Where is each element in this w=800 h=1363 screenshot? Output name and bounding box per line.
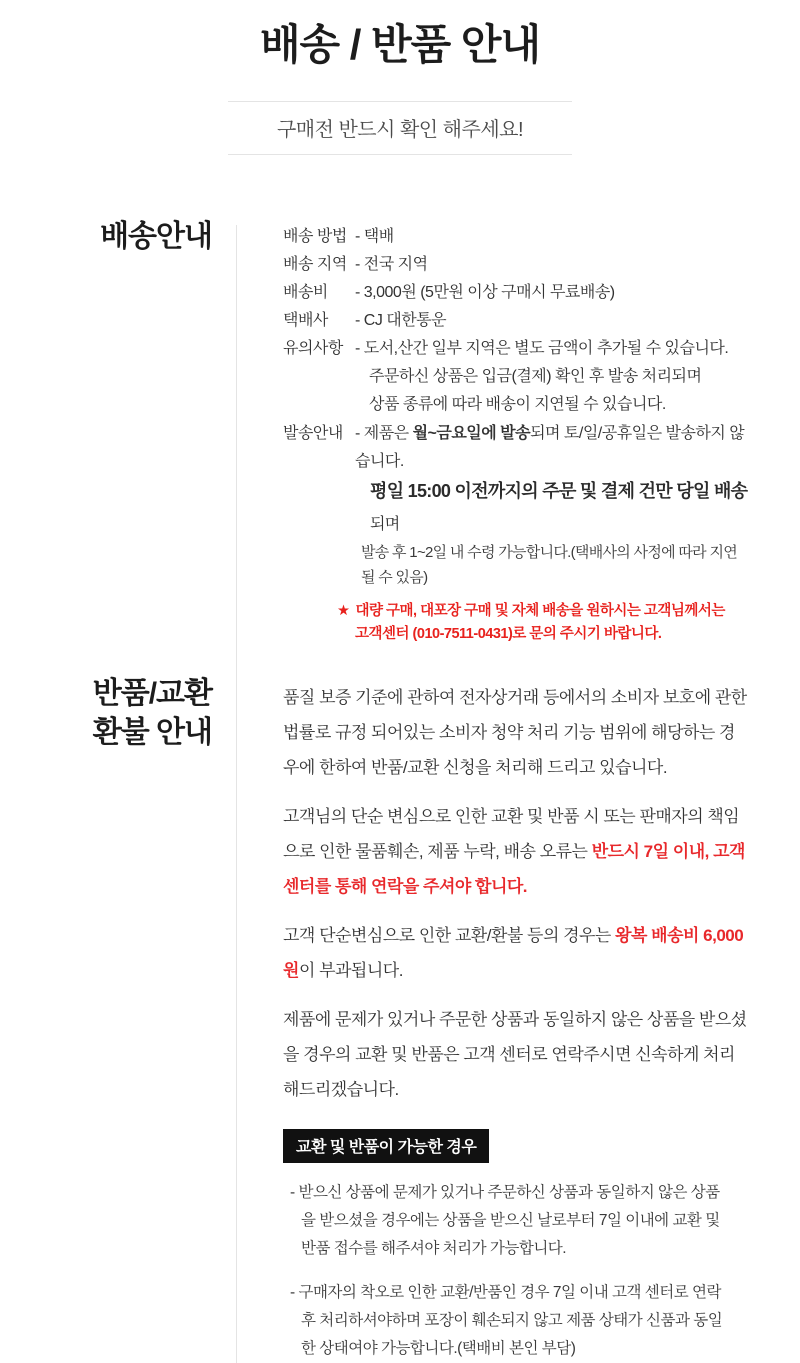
row-value: - CJ 대한통운	[355, 311, 447, 329]
shipping-row-dispatch	[283, 420, 750, 476]
row-label: 택배사	[283, 311, 328, 329]
row-label: 배송비	[283, 283, 328, 301]
returns-heading-line2: 환불 안내	[92, 716, 212, 750]
shipping-row-courier	[283, 307, 750, 335]
eligible-case-item: - 구매자의 착오로 인한 교환/반품인 경우 7일 이내 고객 센터로 연락 후 처리하셔야하며 포장이 훼손되지 않고 제품 상태가 신품과 동일한 상태여야 가능합니다.(택배비 본인 부담)	[290, 1283, 723, 1357]
shipping-row-notice	[283, 335, 750, 363]
row-label: 유의사항	[283, 339, 343, 357]
delivery-time-line: 발송 후 1~2일 내 수령 가능합니다.(택배사의 사정에 따라 지연될 수 있음)	[361, 543, 738, 586]
shipping-section	[0, 219, 800, 646]
p3-pre: 고객 단순변심으로 인한 교환/환불 등의 경우는	[283, 925, 616, 945]
returns-section	[0, 676, 800, 1363]
return-fee-paragraph	[283, 918, 750, 988]
vertical-divider	[236, 225, 237, 1363]
info-body	[0, 219, 800, 1363]
p2-red-text: 반드시 7일 이내, 고객 센터를 통해 연락을 주셔야 합니다.	[283, 841, 745, 896]
shipping-row-region	[283, 251, 750, 279]
row-value: - 전국 지역	[355, 255, 428, 273]
shipping-row-fee	[283, 279, 750, 307]
shipping-heading: 배송안내	[100, 219, 212, 253]
row-value: - 도서,산간 일부 지역은 별도 금액이 추가될 수 있습니다.	[355, 339, 729, 357]
bulk-note-line2: 고객센터 (010-7511-0431)로 문의 주시기 바랍니다.	[355, 625, 662, 642]
row-label: 발송안내	[283, 424, 343, 442]
eligible-cases-badge: 교환 및 반품이 가능한 경우	[283, 1129, 489, 1163]
star-icon: ★	[337, 602, 350, 619]
defect-handling-paragraph: 제품에 문제가 있거나 주문한 상품과 동일하지 않은 상품을 받으셨을 경우의 교환 및 반품은 고객 센터로 연락주시면 신속하게 처리해드리겠습니다.	[283, 1009, 747, 1099]
returns-heading-line1: 반품/교환	[92, 676, 212, 710]
contact-deadline-paragraph	[283, 799, 750, 904]
row-value: - 3,000원 (5만원 이상 구매시 무료배송)	[355, 283, 615, 301]
shipping-row-method	[283, 223, 750, 251]
p3-post: 이 부과됩니다.	[298, 960, 403, 980]
shipping-heading-col	[0, 219, 236, 646]
same-day-bold: 평일 15:00 이전까지의 주문 및 결제 건만 당일 배송	[370, 480, 748, 501]
subtitle-banner	[228, 101, 572, 155]
eligible-case-item: - 받으신 상품에 문제가 있거나 주문하신 상품과 동일하지 않은 상품을 받으셨을 경우에는 상품을 받으신 날로부터 7일 이내에 교환 및 반품 접수를 해주셔야 처리가 가능합니다.	[290, 1183, 720, 1257]
same-day-shipping-line	[370, 476, 750, 540]
dispatch-pre: - 제품은	[355, 424, 413, 442]
returns-policy-paragraph: 품질 보증 기준에 관하여 전자상거래 등에서의 소비자 보호에 관한 법률로 규정 되어있는 소비자 청약 처리 기능 범위에 해당하는 경우에 한하여 반품/교환 신청을 처리해 드리고 있습니다.	[283, 687, 747, 777]
row-label: 배송 방법	[283, 227, 347, 245]
same-day-post: 되며	[370, 515, 400, 533]
returns-content	[236, 680, 800, 1363]
bulk-note-line1	[337, 600, 750, 623]
bulk-note-text1: 대량 구매, 대포장 구매 및 자체 배송을 원하시는 고객님께서는	[355, 602, 725, 619]
shipping-content	[236, 223, 800, 646]
subtitle-text: 구매전 반드시 확인 해주세요!	[276, 118, 524, 141]
bulk-purchase-note	[337, 600, 750, 646]
row-value: - 택배	[355, 227, 394, 245]
returns-heading-col	[0, 676, 236, 1363]
returns-heading	[0, 674, 212, 753]
page-title: 배송 / 반품 안내	[259, 21, 541, 68]
dispatch-post: 되며 토/일/공휴일은 발송하지 않습니다.	[355, 424, 745, 470]
row-value	[355, 420, 750, 476]
p2-pre: 고객님의 단순 변심으로 인한 교환 및 반품 시 또는 판매자의 책임으로 인한 물품훼손, 제품 누락, 배송 오류는	[283, 806, 740, 861]
notice-extra-line: 주문하신 상품은 입금(결제) 확인 후 발송 처리되며	[369, 367, 702, 385]
row-label: 배송 지역	[283, 255, 347, 273]
notice-extra-line: 상품 종류에 따라 배송이 지연될 수 있습니다.	[369, 395, 666, 413]
dispatch-bold: 월~금요일에 발송	[412, 424, 531, 442]
p3-red-text: 왕복 배송비 6,000원	[283, 925, 744, 980]
